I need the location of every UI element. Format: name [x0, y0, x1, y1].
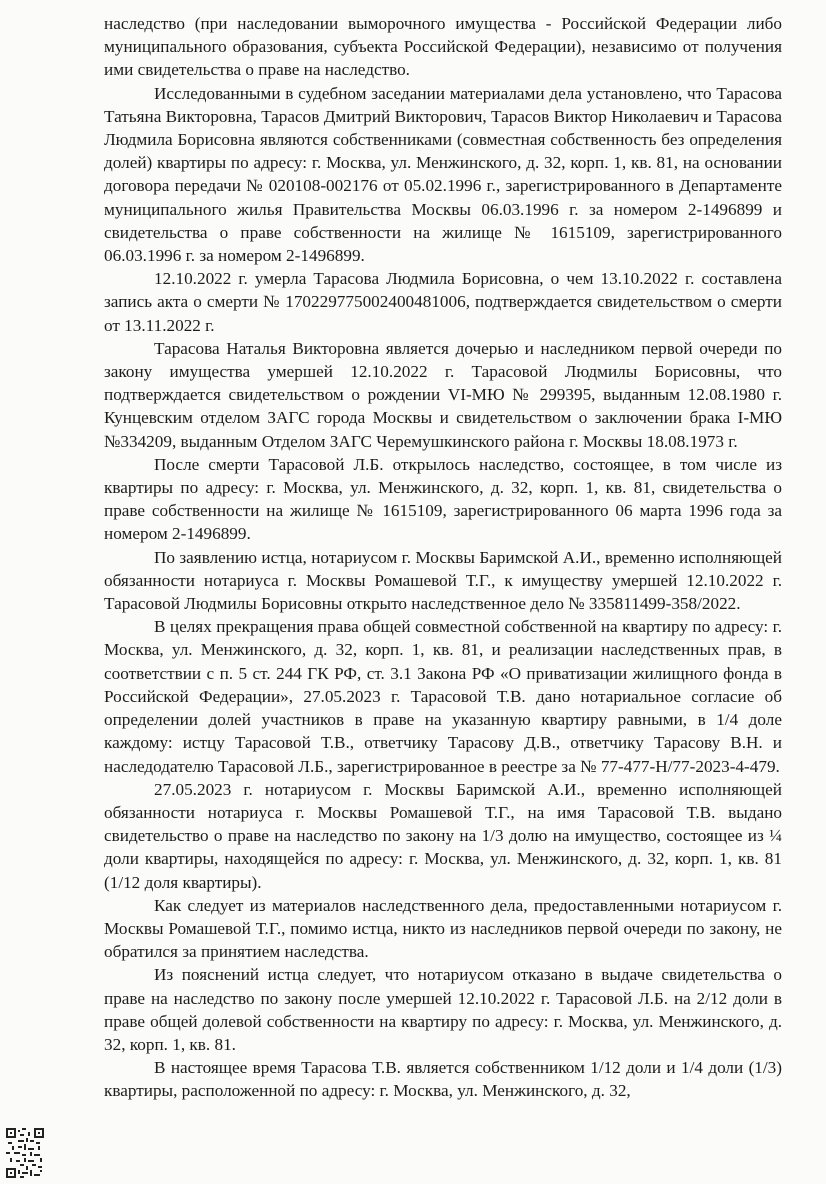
qr-code-icon [6, 1128, 44, 1178]
paragraph: Из пояснений истца следует, что нотариусом отказано в выдаче свидетельства о праве на наследство по закону после умершей 12.10.2022 г. Тарасовой Л.Б. на 2/12 доли в праве общей долевой собственности на квартиру по адресу: г. Москва, ул. Менжинского, д. 32, корп. 1, кв. 81. [104, 965, 782, 1054]
paragraph: Тарасова Наталья Викторовна является дочерью и наследником первой очереди по закону имущества умершей 12.10.2022 г. Тарасовой Людмилы Борисовны, что подтверждается свидетельством о рождении VI-МЮ № 299395, выданным 12.08.1980 г. Кунцевским отделом ЗАГС города Москвы и свидетельством о заключении брака I-МЮ №334209, выданным Отделом ЗАГС Черемушкинского района г. Москвы 18.08.1973 г. [104, 338, 782, 451]
paragraph: В настоящее время Тарасова Т.В. является собственником 1/12 доли и 1/4 доли (1/3) квартиры, расположенной по адресу: г. Москва, ул. Менжинского, д. 32, [104, 1058, 782, 1101]
paragraph: В целях прекращения права общей совместной собственной на квартиру по адресу: г. Москва, ул. Менжинского, д. 32, корп. 1, кв. 81, и реализации наследственных прав, в соответствии с п. 5 ст. 244 ГК РФ, ст. 3.1 Закона РФ «О приватизации жилищного фонда в Российской Федерации», 27.05.2023 г. Тарасовой Т.В. дано нотариальное согласие об определении долей участников в праве на указанную квартиру равными, в 1/4 доле каждому: истцу Тарасовой Т.В., ответчику Тарасову Д.В., ответчику Тарасову В.Н. и наследодателю Тарасовой Л.Б., зарегистрированное в реестре за № 77-477-Н/77-2023-4-479. [104, 617, 782, 776]
paragraph: наследство (при наследовании выморочного имущества - Российской Федерации либо муниципального образования, субъекта Российской Федерации), независимо от получения ими свидетельства о праве на наследство. [104, 14, 782, 80]
paragraph: Исследованными в судебном заседании материалами дела установлено, что Тарасова Татьяна Викторовна, Тарасов Дмитрий Викторович, Тарасов Виктор Николаевич и Тарасова Людмила Борисовна являются собственниками (совместная собственность без определения долей) квартиры по адресу: г. Москва, ул. Менжинского, д. 32, корп. 1, кв. 81, на основании договора передачи № 020108-002176 от 05.02.1996 г., зарегистрированного в Департаменте муниципального жилья Правительства Москвы 06.03.1996 г. за номером 2-1496899 и свидетельства о праве собственности на жилище № 1615109, зарегистрированного 06.03.1996 г. за номером 2-1496899. [104, 83, 782, 266]
paragraph: По заявлению истца, нотариусом г. Москвы Баримской А.И., временно исполняющей обязанности нотариуса г. Москвы Ромашевой Т.Г., к имуществу умершей 12.10.2022 г. Тарасовой Людмилы Борисовны открыто наследственное дело № 335811499-358/2022. [104, 547, 782, 614]
paragraph: 27.05.2023 г. нотариусом г. Москвы Баримской А.И., временно исполняющей обязанности нотариуса г. Москвы Ромашевой Т.Г., на имя Тарасовой Т.В. выдано свидетельство о праве на наследство по закону на 1/3 долю на имущество, состоящее из ¼ доли квартиры, находящейся по адресу: г. Москва, ул. Менжинского, д. 32, корп. 1, кв. 81 (1/12 доля квартиры). [104, 779, 782, 892]
paragraph: 12.10.2022 г. умерла Тарасова Людмила Борисовна, о чем 13.10.2022 г. составлена запись акта о смерти № 170229775002400481006, подтверждается свидетельством о смерти от 13.11.2022 г. [104, 269, 782, 335]
paragraph: Как следует из материалов наследственного дела, предоставленными нотариусом г. Москвы Ромашевой Т.Г., помимо истца, никто из наследников первой очереди по закону, не обратился за принятием наследства. [104, 895, 782, 962]
document-body [104, 12, 782, 1103]
paragraph: После смерти Тарасовой Л.Б. открылось наследство, состоящее, в том числе из квартиры по адресу: г. Москва, ул. Менжинского, д. 32, корп. 1, кв. 81, свидетельства о праве собственности на жилище № 1615109, зарегистрированного 06 марта 1996 года за номером 2-1496899. [104, 454, 782, 544]
